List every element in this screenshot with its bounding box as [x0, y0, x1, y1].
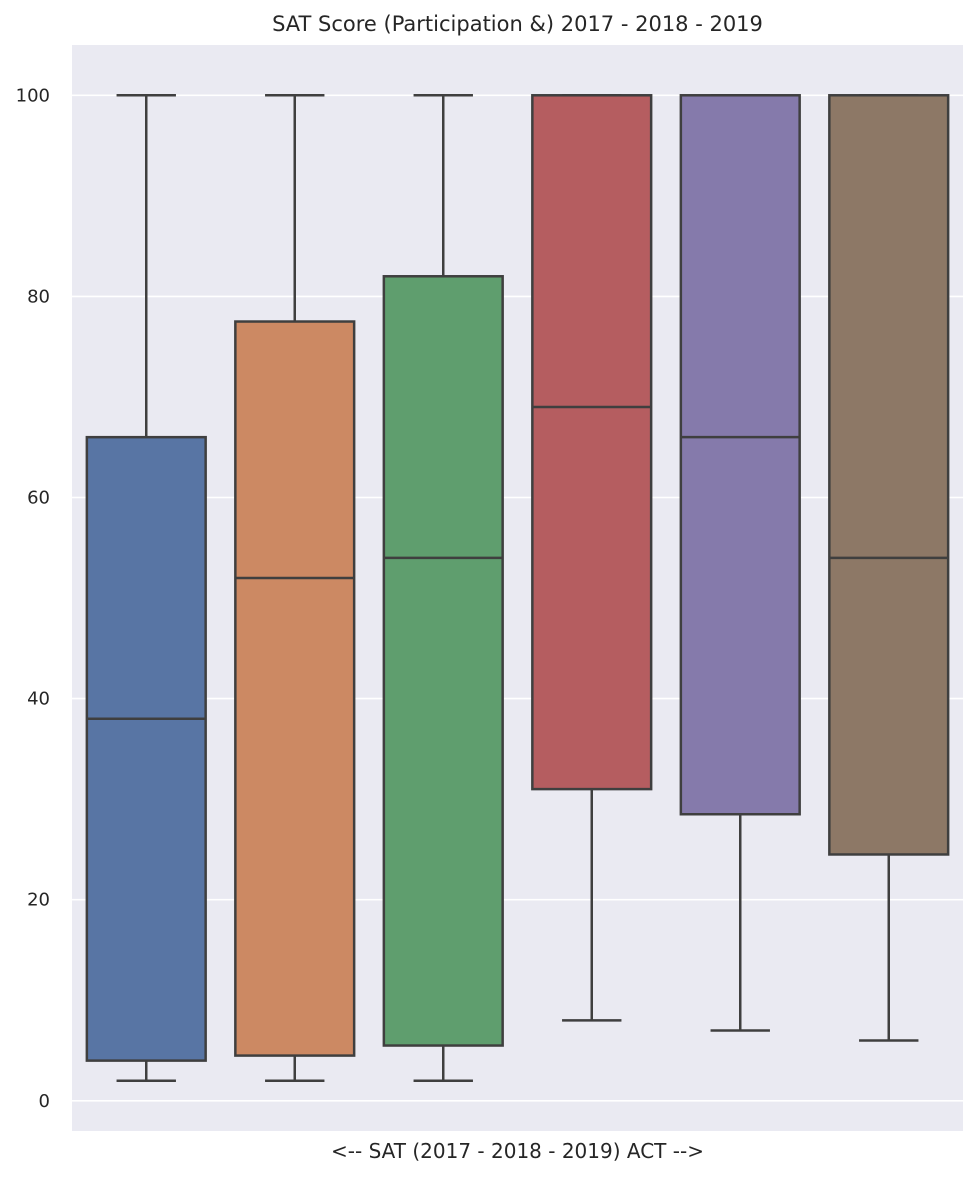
y-tick-label: 100 — [15, 85, 50, 107]
y-tick-label: 60 — [27, 487, 50, 509]
box-iqr — [235, 322, 354, 1056]
box-iqr — [681, 95, 800, 814]
y-axis — [16, 85, 50, 1112]
y-tick-label: 40 — [27, 688, 50, 710]
y-tick-label: 0 — [38, 1090, 50, 1112]
x-axis-label: <-- SAT (2017 - 2018 - 2019) ACT --> — [331, 1139, 704, 1163]
box-iqr — [384, 276, 503, 1045]
box-iqr — [87, 437, 206, 1060]
y-tick-label: 20 — [27, 889, 50, 911]
chart-title: SAT Score (Participation &) 2017 - 2018 - 2019 — [272, 12, 763, 36]
box-iqr — [829, 95, 948, 854]
box-iqr — [532, 95, 651, 789]
y-tick-label: 80 — [27, 286, 50, 308]
